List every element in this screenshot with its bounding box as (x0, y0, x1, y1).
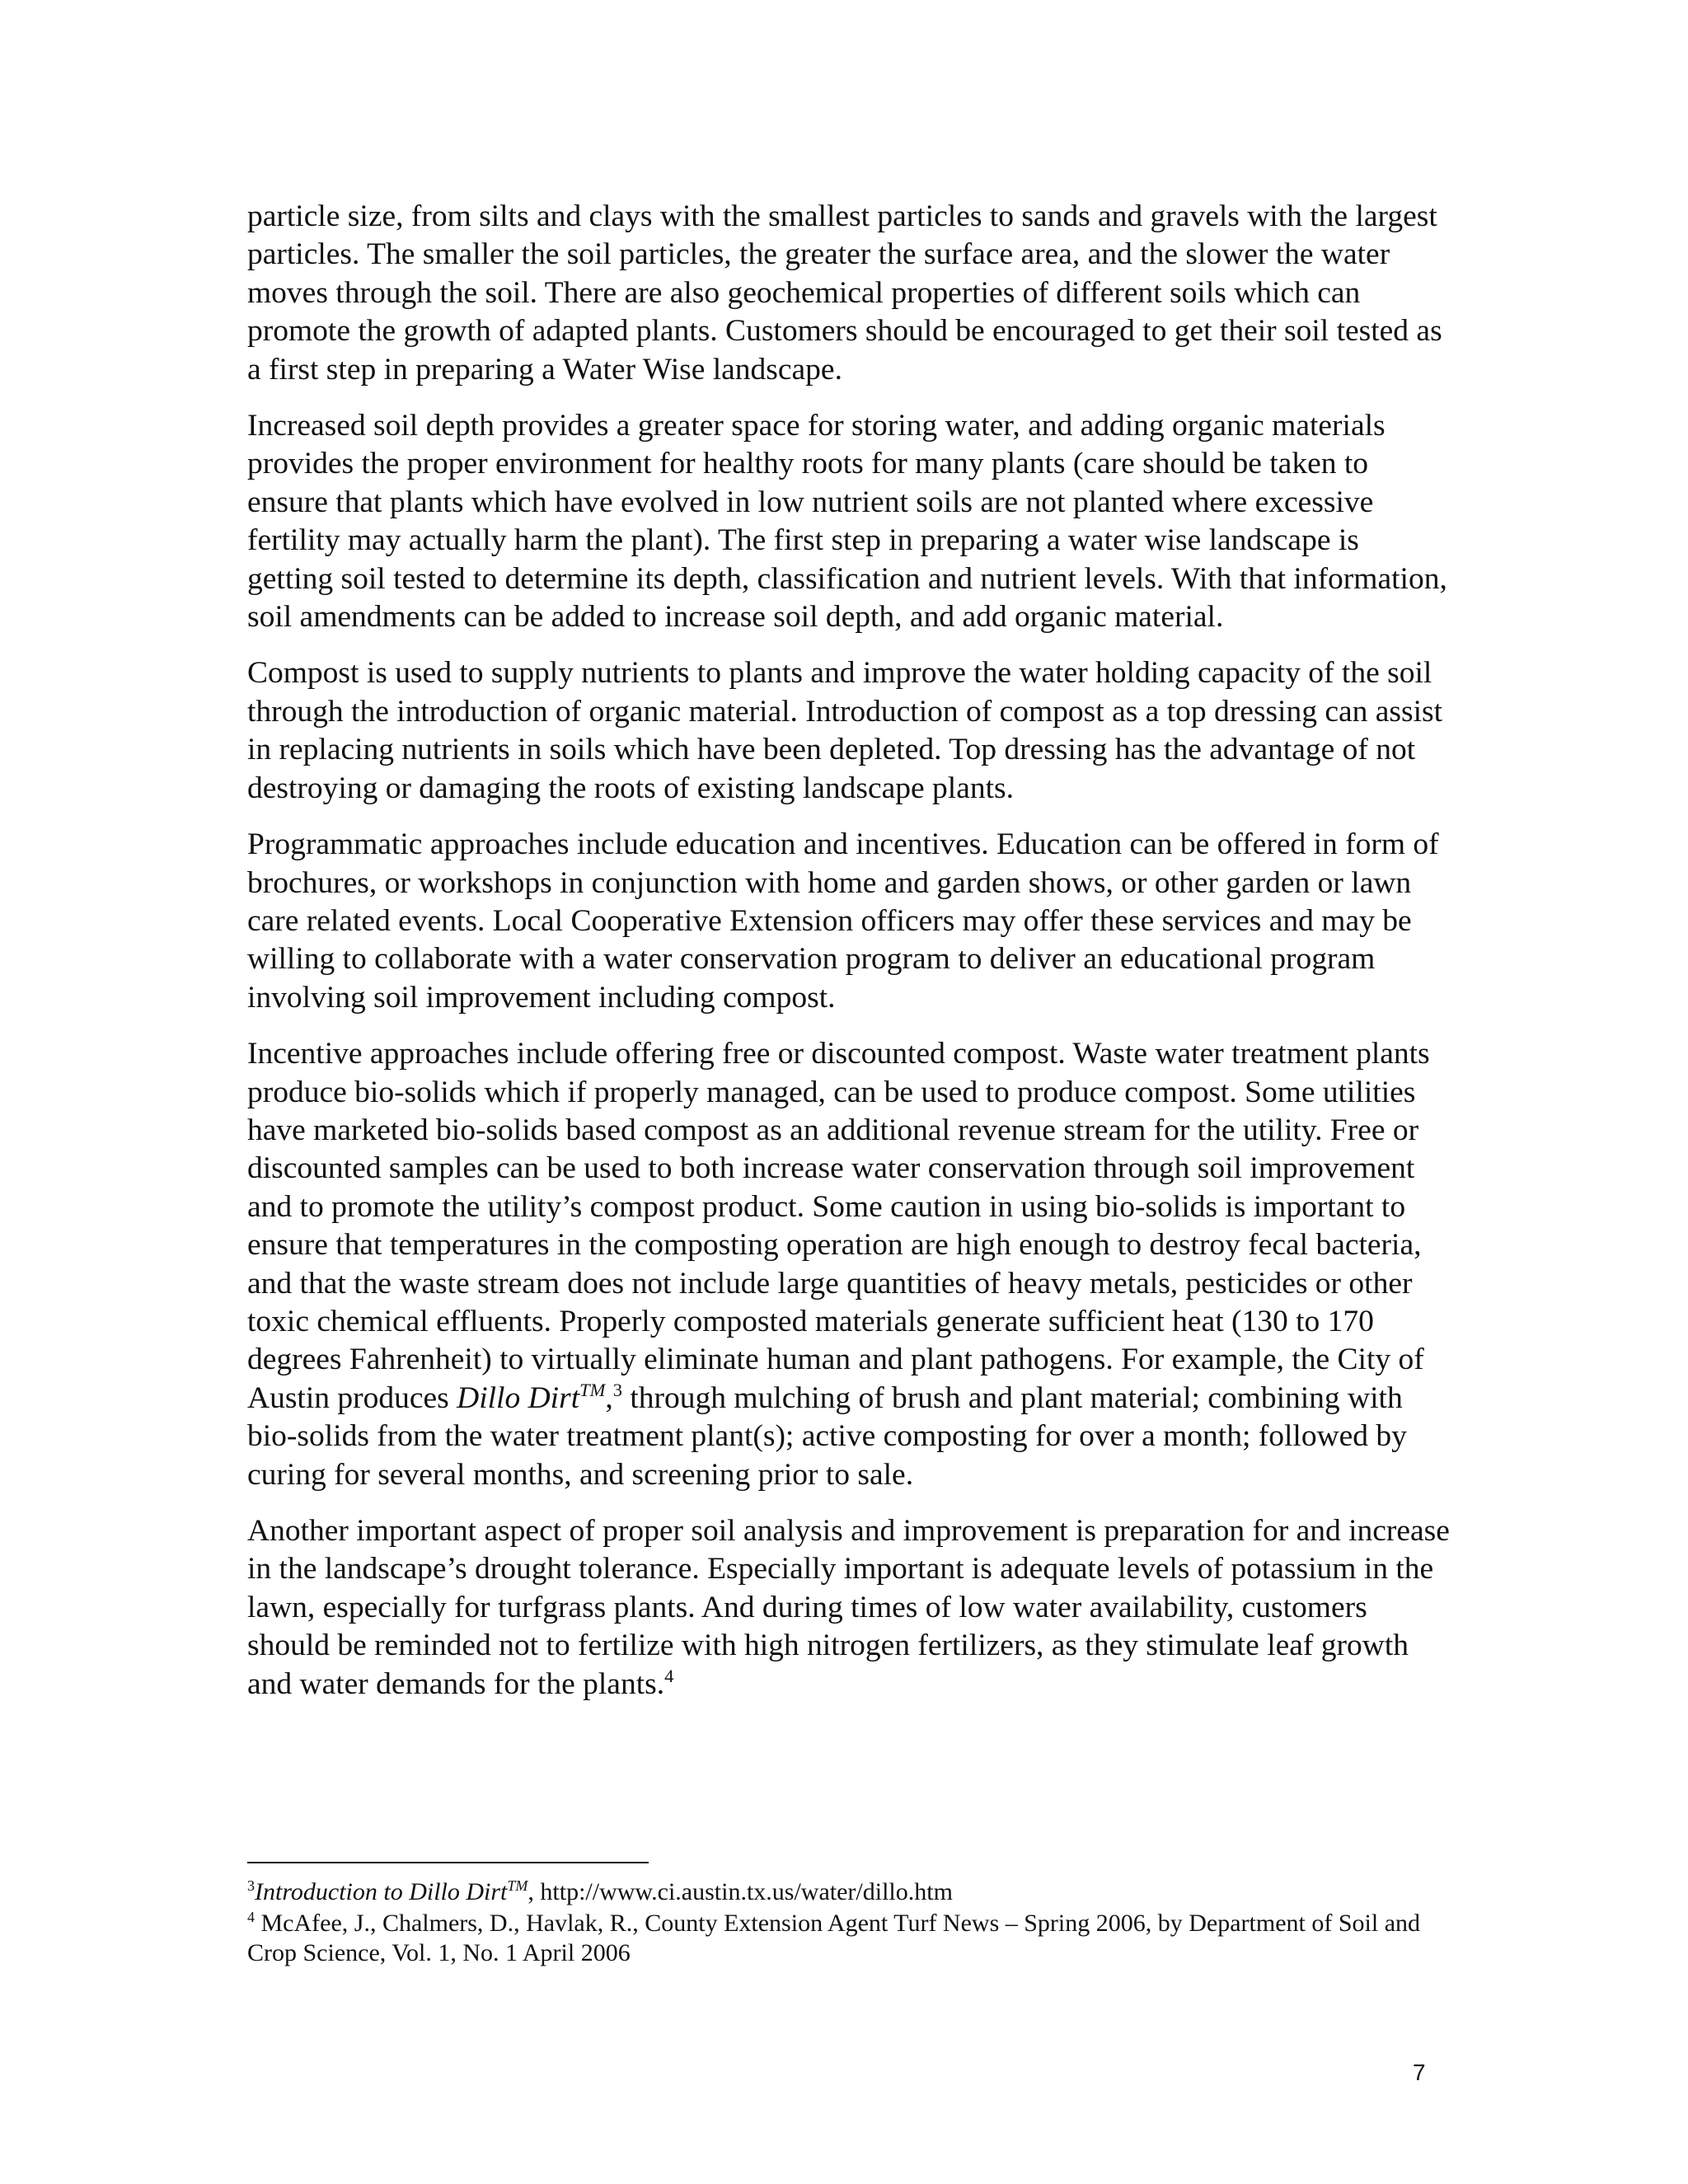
paragraph-soil-particles: particle size, from silts and clays with the smallest particles to sands and gravels with the largest particles. The smaller the soil particles, the greater the surface area, and the slower the water moves through the soil. There are also geochemical properties of different soils which can promote the growth of adapted plants. Customers should be encouraged to get their soil tested as a first step in preparing a Water Wise landscape. (247, 199, 1442, 387)
paragraph-programmatic-approaches: Programmatic approaches include education and incentives. Education can be offered in form of brochures, or workshops in conjunction with home and garden shows, or other garden or lawn care related events. Local Cooperative Extension officers may offer these services and may be willing to collaborate with a water conservation program to deliver an educational program involving soil improvement including compost. (247, 827, 1439, 1015)
footnote-ref-3[interactable]: 3 (612, 1380, 623, 1401)
footnote-4-number: 4 (247, 1909, 255, 1926)
body-text (247, 198, 1451, 1722)
footnote-3-trademark: TM (507, 1877, 528, 1895)
dillo-dirt-product-name: Dillo Dirt (457, 1380, 580, 1415)
footnote-3-title: Introduction to Dillo Dirt (255, 1878, 508, 1905)
paragraph-soil-depth: Increased soil depth provides a greater space for storing water, and adding organic materials provides the proper environment for healthy roots for many plants (care should be taken to ensure that plants which have evolved in low nutrient soils are not planted where excessive fertility may actually harm the plant). The first step in preparing a water wise landscape is getting soil tested to determine its depth, classification and nutrient levels. With that information, soil amendments can be added to increase soil depth, and add organic material. (247, 409, 1447, 635)
paragraph-drought-text: Another important aspect of proper soil analysis and improvement is preparation for and increase in the landscape’s drought tolerance. Especially important is adequate levels of potassium in the lawn, especially for turfgrass plants. And during times of low water availability, customers should be reminded not to fertilize with high nitrogen fertilizers, as they stimulate leaf growth and water demands for the plants. (247, 1514, 1450, 1701)
paragraph-incentive-approaches (247, 1035, 1451, 1494)
trademark-mark: TM (579, 1380, 606, 1401)
footnote-3 (247, 1877, 1451, 1907)
comma: , (605, 1380, 613, 1415)
footnote-4 (247, 1909, 1451, 1968)
paragraph-incentive-text-after: through mulching of brush and plant material; combining with bio-solids from the water treatment plant(s); active composting for over a month; followed by curing for several months, and screening prior to sale. (247, 1380, 1407, 1492)
footnotes (247, 1877, 1451, 1970)
paragraph-drought-tolerance (247, 1512, 1451, 1704)
footnote-3-number: 3 (247, 1877, 255, 1895)
paragraph-incentive-text-before: Incentive approaches include offering free or discounted compost. Waste water treatment plants produce bio-solids which if properly managed, can be used to produce compost. Some utilities have marketed bio-solids based compost as an additional revenue stream for the utility. Free or discounted samples can be used to both increase water conservation through soil improvement and to promote the utility’s compost product. Some caution in using bio-solids is important to ensure that temperatures in the composting operation are high enough to destroy fecal bacteria, and that the waste stream does not include large quantities of heavy metals, pesticides or other toxic chemical effluents. Properly composted materials generate sufficient heat (130 to 170 degrees Fahrenheit) to virtually eliminate human and plant pathogens. For example, the City of Austin produces (247, 1037, 1430, 1415)
footnote-separator (247, 1862, 649, 1863)
page-number: 7 (1413, 2060, 1426, 2085)
paragraph-compost: Compost is used to supply nutrients to plants and improve the water holding capacity of the soil through the introduction of organic material. Introduction of compost as a top dressing can assist in replacing nutrients in soils which have been depleted. Top dressing has the advantage of not destroying or damaging the roots of existing landscape plants. (247, 656, 1443, 805)
footnote-ref-4[interactable]: 4 (664, 1666, 674, 1687)
footnote-4-text: McAfee, J., Chalmers, D., Havlak, R., County Extension Agent Turf News – Spring 2006, by Department of Soil and Crop Science, Vol. 1, No. 1 April 2006 (247, 1910, 1421, 1966)
footnote-3-url[interactable]: , http://www.ci.austin.tx.us/water/dillo.htm (528, 1878, 953, 1905)
